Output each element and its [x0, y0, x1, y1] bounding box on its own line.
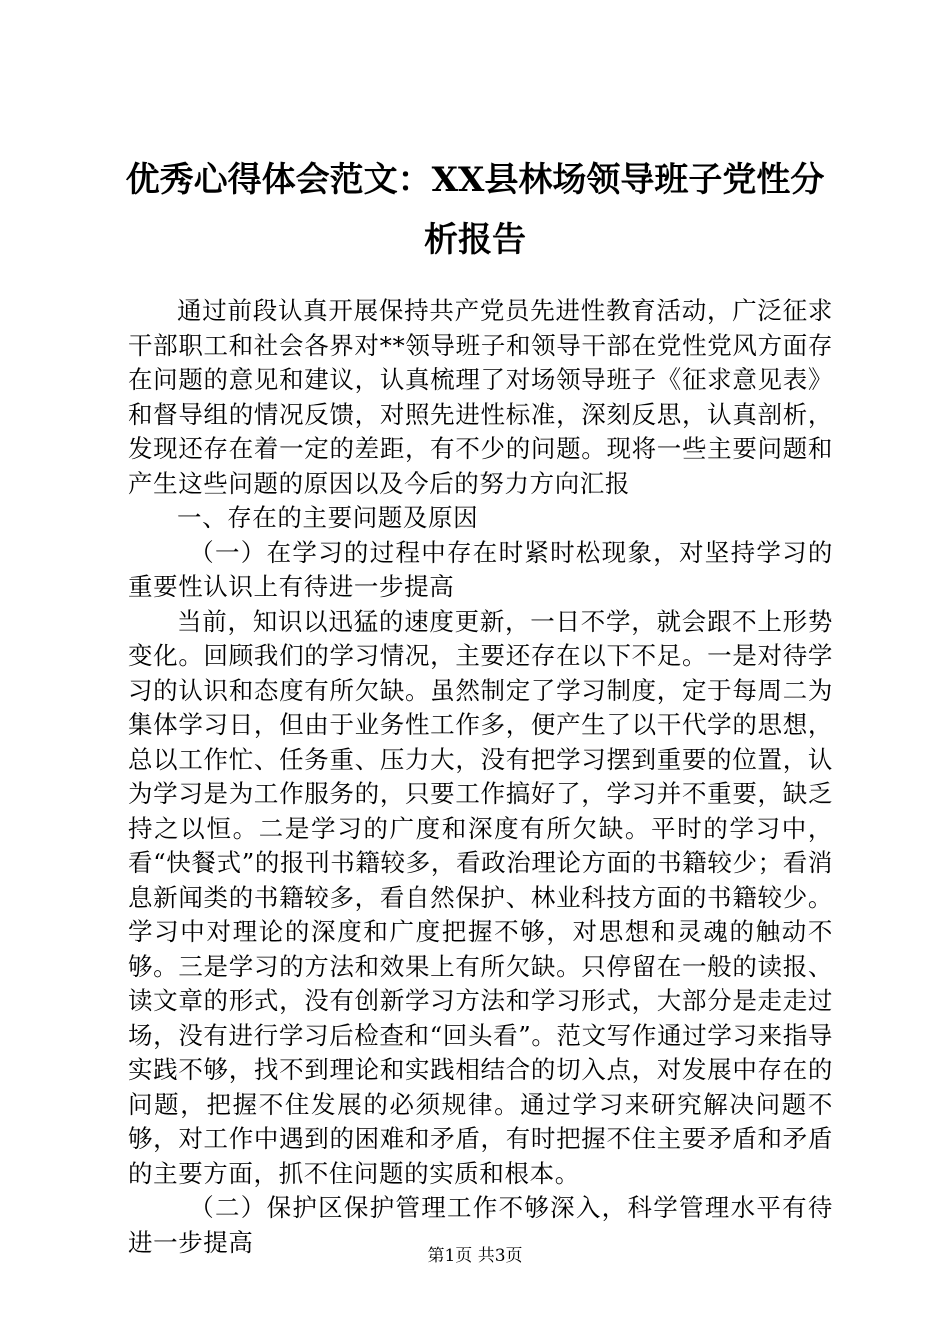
- document-title: 优秀心得体会范文：XX县林场领导班子党性分析报告: [125, 160, 825, 260]
- paragraph-intro: 通过前段认真开展保持共产党员先进性教育活动，广泛征求干部职工和社会各界对**领导班子和领导干部在党性党风方面存在问题的意见和建议，认真梳理了对场领导班子《征求意见表》和督导组的情况反馈，对照先进性标准，深刻反思，认真剖析，发现还存在着一定的差距，有不少的问题。现将一些主要问题和产生这些问题的原因以及今后的努力方向汇报: [128, 296, 833, 498]
- subsection-heading-2: （二）保护区保护管理工作不够深入，科学管理水平有待进一步提高: [128, 1193, 833, 1257]
- section-heading-1: 一、存在的主要问题及原因: [177, 503, 479, 532]
- paragraph-study: 当前，知识以迅猛的速度更新，一日不学，就会跟不上形势变化。回顾我们的学习情况，主要还存在以下不足。一是对待学习的认识和态度有所欠缺。虽然制定了学习制度，定于每周二为集体学习日，但由于业务性工作多，便产生了以干代学的思想，总以工作忙、任务重、压力大，没有把学习摆到重要的位置，认为学习是为工作服务的，只要工作搞好了，学习并不重要，缺乏持之以恒。二是学习的广度和深度有所欠缺。平时的学习中，看“快餐式”的报刊书籍较多，看政治理论方面的书籍较少；看消息新闻类的书籍较多，看自然保护、林业科技方面的书籍较少。学习中对理论的深度和广度把握不够，对思想和灵魂的触动不够。三是学习的方法和效果上有所欠缺。只停留在一般的读报、读文章的形式，没有创新学习方法和学习形式，大部分是走走过场，没有进行学习后检查和“回头看”。范文写作通过学习来指导实践不够，找不到理论和实践相结合的切入点，对发展中存在的问题，把握不住发展的必须规律。通过学习来研究解决问题不够，对工作中遇到的困难和矛盾，有时把握不住主要矛盾和矛盾的主要方面，抓不住问题的实质和根本。: [128, 606, 833, 1188]
- subsection-heading-1: （一）在学习的过程中存在时紧时松现象，对坚持学习的重要性认识上有待进一步提高: [128, 537, 833, 601]
- page-number-footer: 第1页 共3页: [427, 1246, 523, 1266]
- document-body: [128, 294, 833, 1260]
